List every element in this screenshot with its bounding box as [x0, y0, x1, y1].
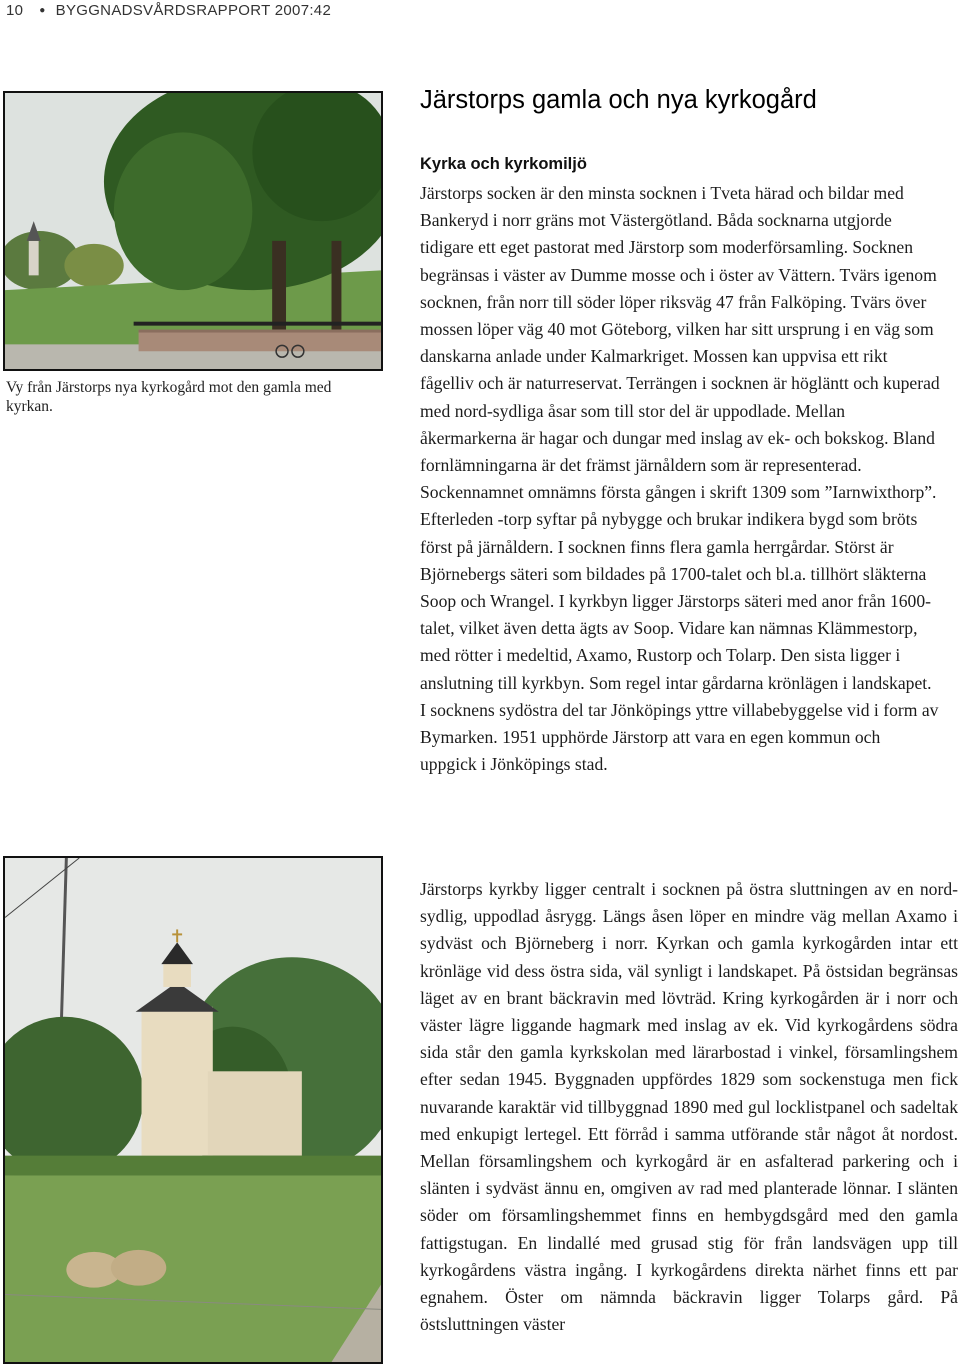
- bullet-separator: ●: [39, 4, 46, 16]
- photo-landscape-view: [3, 91, 383, 371]
- article-title: Järstorps gamla och nya kyrkogård: [420, 86, 817, 114]
- body-paragraph-2: Järstorps kyrkby ligger centralt i socknen på östra sluttningen av en nord-sydlig, uppodlad åsrygg. Längs åsen löper en mindre väg mellan Axamo i sydväst och Björneberg i norr. Kyrkan och gamla kyrkogården intar ett krönläge vid dess östra sida, väl synligt i landskapet. På östsidan begränsas läget av en brant bäckravin med lövträd. Kring kyrkogården är i norr och väster lägre liggande hagmark med inslag av ek. Vid kyrkogårdens södra sida står den gamla kyrkskolan med lärarbostad i vinkel, församlingshem efter sedan 1945. Byggnaden uppfördes 1829 som sockenstuga men fick nuvarande karaktär vid tillbyggnad 1890 med gul locklistpanel och sadeltak med enkupigt lertegel. Ett förråd i samma utförande står något åt nordost. Mellan församlingshem och kyrkogård är en asfalterad parkering och i slänten i sydväst ännu en, omgiven av rad med planterade lönnar. I slänten söder om församlingshemmet finns en hembygdsgård med den gamla fattigstugan. En lindallé med grusad stig för från landsvägen upp till kyrkogårdens västra ingång. I kyrkogårdens direkta närhet finns ett par egnahem. Öster om nämnda bäckravin ligger Tolarps gård. På östsluttningen väster: [420, 879, 958, 1335]
- publication-name: BYGGNADSVÅRDSRAPPORT 2007:42: [55, 1, 332, 19]
- photo-church-view: [3, 856, 383, 1364]
- photo-caption: Vy från Järstorps nya kyrkogård mot den gamla med kyrkan.: [6, 379, 332, 415]
- page-number: 10: [6, 1, 24, 19]
- photo-church-illustration: [5, 858, 381, 1362]
- section-heading: Kyrka och kyrkomiljö: [420, 155, 587, 173]
- body-paragraph-1: Järstorps socken är den minsta socknen i Tveta härad och bildar med Bankeryd i norr gräns mot Västergötland. Båda socknarna utgjorde tidigare ett eget pastorat med Järstorp som moderförsamling. Socknen begränsas i väster av Dumme mosse och i öster av Vättern. Tvärs igenom socknen, från norr till söder löper riksväg 47 från Falköping. Tvärs över mossen löper väg 40 mot Göteborg, vilken har sitt ursprung i en väg som danskarna anlade under Kalmarkriget. Mossen kan uppvisa ett rikt fågelliv och är naturreservat. Terrängen i socknen är högläntt och kuperad med nord-sydliga åsar som till stor del är uppodlade. Mellan åkermarkerna är hagar och dungar med inslag av ek- och bokskog. Bland fornlämningarna är det främst järnåldern som är representerad. Sockennamnet omnämns första gången i skrift 1309 som ”Iarnwixthorp”. Efterleden -torp syftar på nybygge och brukar indikera bygd som bröts först på järnåldern. I socknen finns flera gamla herrgårdar. Störst är Björnebergs säteri som bildades på 1700-talet och bl.a. tillhört släkterna Soop och Wrangel. I kyrkbyn ligger Järstorps säteri med anor från 1600-talet, vilket även detta ägts av Soop. Vidare kan nämnas Klämmestorp, med rötter i medeltid, Axamo, Rustorp och Tolarp. Den sista ligger i anslutning till kyrkbyn. Som regel intar gårdarna krönlägen i landskapet. I socknens sydöstra del tar Jönköpings yttre villabebyggelse vid i form av Bymarken. 1951 upphörde Järstorp att vara en egen kommun och uppgick i Jönköpings stad.: [420, 183, 940, 775]
- running-header: [6, 0, 331, 20]
- photo-landscape-illustration: [5, 93, 381, 369]
